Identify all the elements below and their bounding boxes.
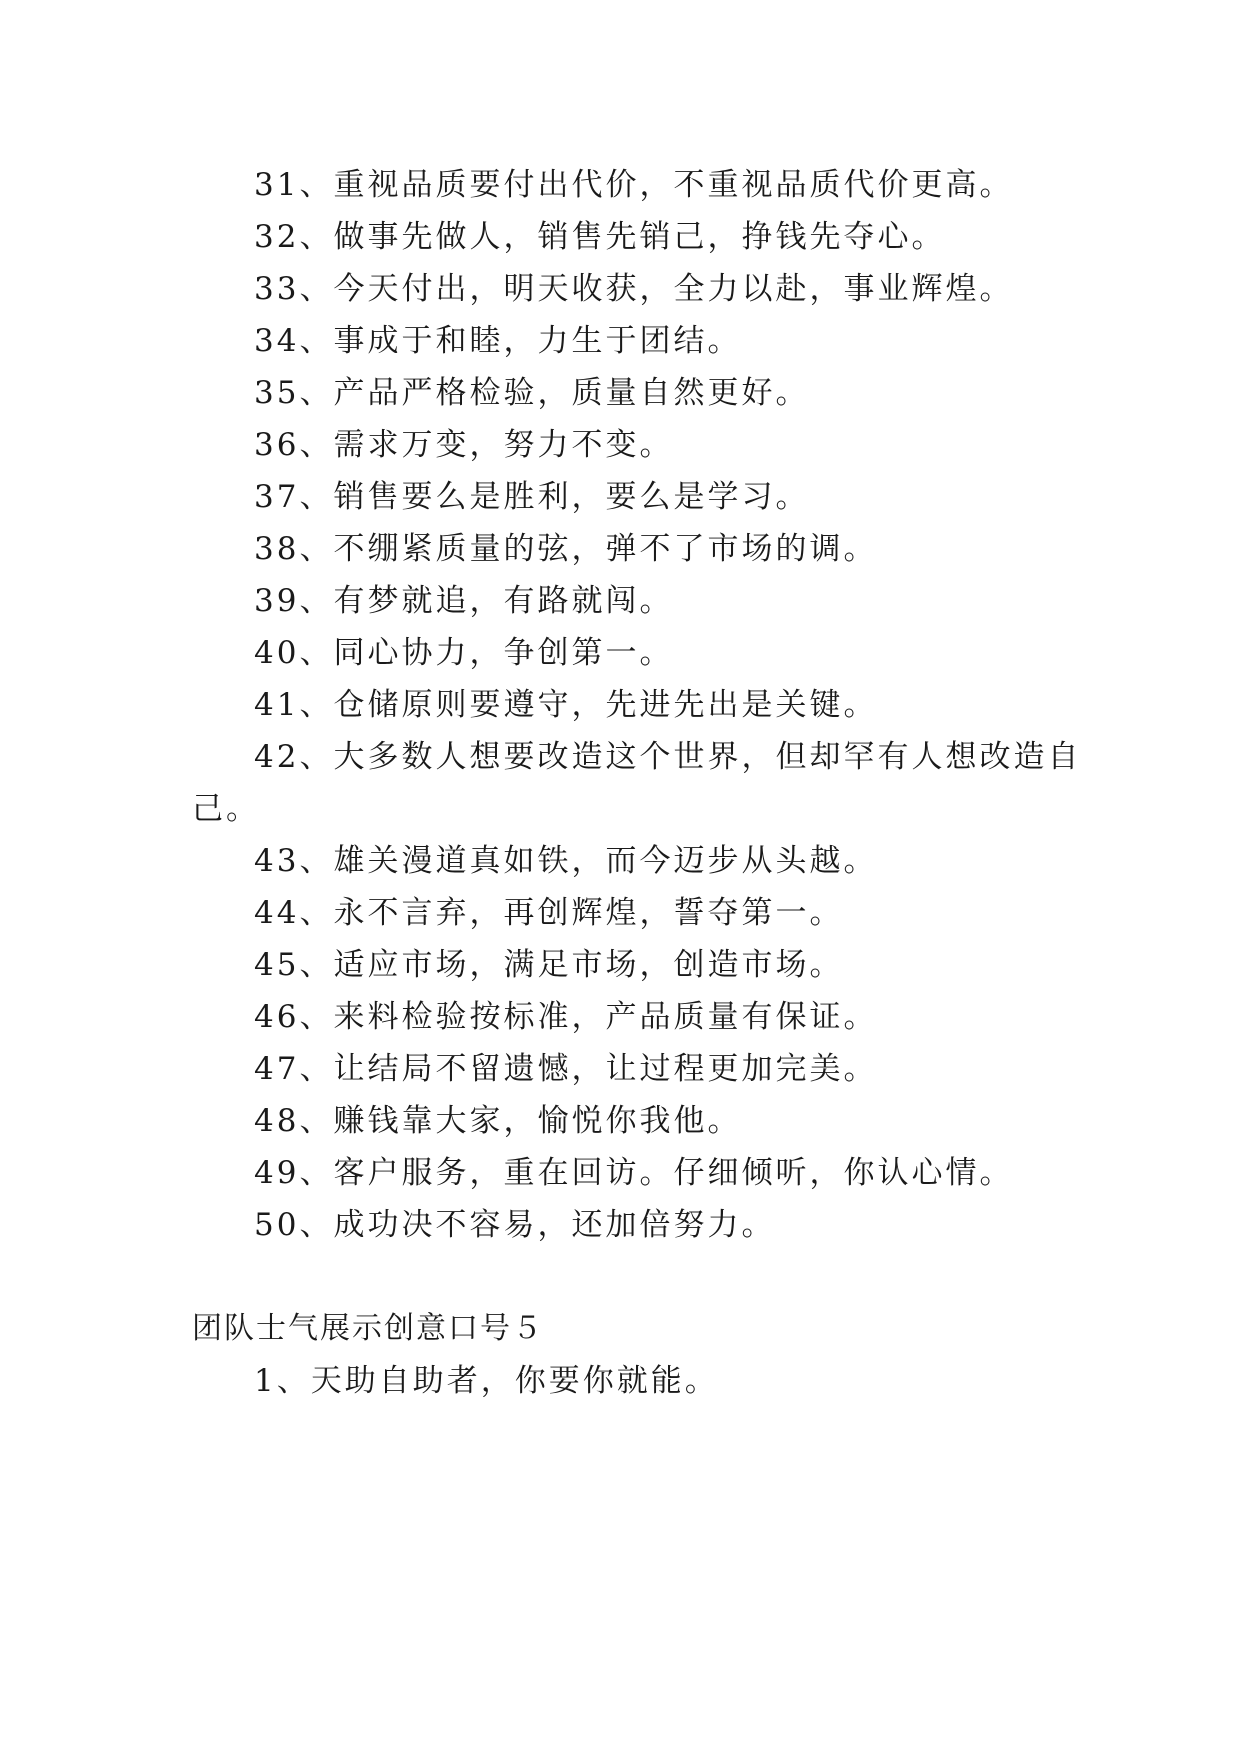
list-item: 1、天助自助者，你要你就能。 (254, 1363, 719, 1399)
list-item: 48、赚钱靠大家，愉悦你我他。 (254, 1103, 742, 1139)
list-item: 33、今天付出，明天收获，全力以赴，事业辉煌。 (254, 271, 1014, 307)
list-item: 45、适应市场，满足市场，创造市场。 (254, 947, 844, 983)
list-item-continuation: 己。 (192, 791, 260, 827)
list-item: 49、客户服务，重在回访。仔细倾听，你认心情。 (254, 1155, 1014, 1191)
list-item: 40、同心协力，争创第一。 (254, 635, 674, 671)
list-item: 42、大多数人想要改造这个世界，但却罕有人想改造自 (254, 739, 1082, 775)
list-item: 43、雄关漫道真如铁，而今迈步从头越。 (254, 843, 878, 879)
list-item: 39、有梦就追，有路就闯。 (254, 583, 674, 619)
list-item: 46、来料检验按标准，产品质量有保证。 (254, 999, 878, 1035)
section-heading: 团队士气展示创意口号５ (192, 1311, 544, 1346)
list-item: 41、仓储原则要遵守，先进先出是关键。 (254, 687, 878, 723)
list-item: 47、让结局不留遗憾，让过程更加完美。 (254, 1051, 878, 1087)
list-item: 38、不绷紧质量的弦，弹不了市场的调。 (254, 531, 878, 567)
list-item: 34、事成于和睦，力生于团结。 (254, 323, 742, 359)
list-item: 37、销售要么是胜利，要么是学习。 (254, 479, 810, 515)
list-item: 50、成功决不容易，还加倍努力。 (254, 1207, 776, 1243)
list-item: 35、产品严格检验，质量自然更好。 (254, 375, 810, 411)
list-item: 36、需求万变，努力不变。 (254, 427, 674, 463)
list-item: 31、重视品质要付出代价，不重视品质代价更高。 (254, 167, 1014, 203)
list-item: 44、永不言弃，再创辉煌，誓夺第一。 (254, 895, 844, 931)
list-item: 32、做事先做人，销售先销己，挣钱先夺心。 (254, 219, 946, 255)
